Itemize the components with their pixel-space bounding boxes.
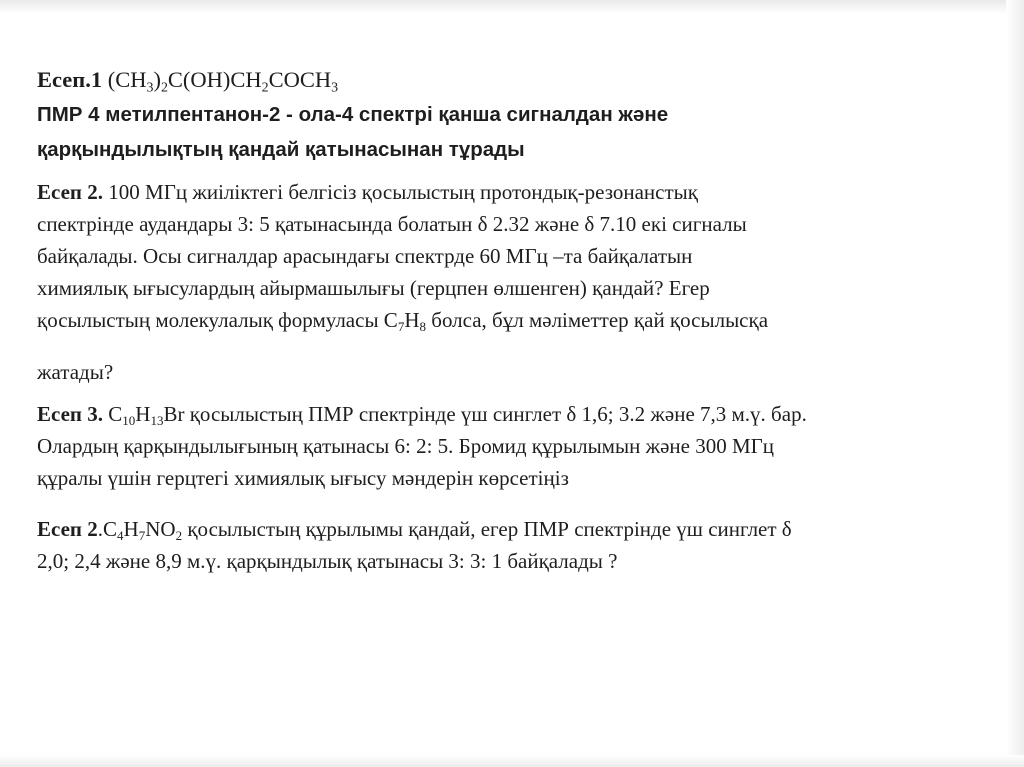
- formula-part: ): [153, 67, 161, 92]
- formula-part: Н: [135, 402, 151, 426]
- slide-top-border: [0, 0, 1024, 14]
- formula-subscript: 3: [331, 80, 339, 96]
- task-4-text: қосылыстың құрылымы қандай, егер ПМР спектрінде үш синглет δ: [182, 517, 792, 541]
- task-2-line-1: [37, 176, 977, 208]
- task-3-text: Br қосылыстың ПМР спектрінде үш синглет δ 1,6; 3.2 және 7,3 м.ү. бар.: [163, 402, 807, 426]
- task-2-line-3: байқалады. Осы сигналдар арасындағы спектрде 60 МГц –та байқалатын: [37, 244, 693, 268]
- formula-subscript: 7: [138, 528, 146, 544]
- task-1: [37, 62, 977, 167]
- task-2-line-4: химиялық ығысулардың айырмашылығы (герцпен өлшенген) қандай? Егер: [37, 276, 710, 300]
- formula-subscript: 2: [160, 80, 168, 96]
- task-3-line-2: Олардың қарқындылығының қатынасы 6: 2: 5. Бромид құрылымын және 300 МГц: [37, 434, 775, 458]
- formula-part: (CH: [102, 67, 147, 92]
- formula-subscript: 7: [397, 319, 405, 335]
- task-2-line-2: спектрінде аудандары 3: 5 қатынасында болатын δ 2.32 және δ 7.10 екі сигналы: [37, 212, 747, 236]
- formula-part: .C: [97, 517, 118, 541]
- formula-subscript: 8: [419, 319, 427, 335]
- task-2-label: Есеп 2.: [37, 180, 104, 204]
- task-1-label: Есеп.1: [37, 67, 103, 92]
- formula-subscript: 3: [146, 80, 154, 96]
- formula-subscript: 4: [117, 528, 124, 544]
- task-2-text: қосылыстың молекулалық формуласы С: [37, 308, 398, 332]
- task-4: [37, 513, 977, 577]
- formula-part: Н: [404, 308, 420, 332]
- formula-subscript: 2: [175, 528, 183, 544]
- formula-part: NO: [145, 517, 176, 541]
- formula-part: COCH: [268, 67, 332, 92]
- task-1-title: [37, 62, 977, 97]
- task-4-label: Есеп 2: [37, 517, 98, 541]
- task-3: [37, 398, 977, 494]
- formula-subscript: 2: [261, 80, 269, 96]
- formula-part: H: [123, 517, 139, 541]
- task-1-question-line-1: ПМР 4 метилпентанон-2 - ола-4 спектрі қанша сигналдан және: [37, 103, 669, 126]
- task-4-line-2: 2,0; 2,4 және 8,9 м.ү. қарқындылық қатынасы 3: 3: 1 байқалады ?: [37, 549, 618, 573]
- task-2-line-5: [37, 304, 977, 336]
- formula-part: C(OH)CH: [167, 67, 262, 92]
- formula-subscript: 10: [122, 413, 136, 429]
- task-4-line-1: [37, 513, 977, 545]
- task-3-label: Есеп 3.: [37, 402, 104, 426]
- task-1-question-line-2: қарқындылықтың қандай қатынасынан тұрады: [37, 138, 525, 161]
- slide-bottom-border: [0, 755, 1024, 767]
- formula-subscript: 13: [150, 413, 164, 429]
- task-2-text: болса, бұл мәліметтер қай қосылысқа: [426, 308, 769, 332]
- formula-part: С: [103, 402, 123, 426]
- task-3-line-3: құралы үшін герцтегі химиялық ығысу мәндерін көрсетіңіз: [37, 466, 569, 490]
- task-2-line-6: жатады?: [37, 360, 114, 384]
- task-3-line-1: [37, 398, 977, 430]
- task-2-text: 100 МГц жиіліктегі белгісіз қосылыстың протондық-резонанстық: [103, 180, 698, 204]
- slide-right-border: [1006, 0, 1024, 767]
- task-2: [37, 176, 977, 388]
